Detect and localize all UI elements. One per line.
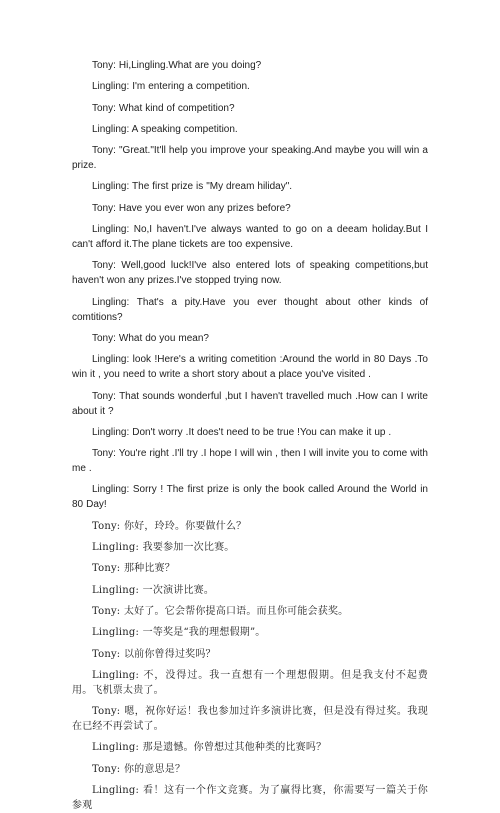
dialogue-line-lingling-no: Lingling: No,I haven't.I've always wanted to go on a deeam holiday.But I can't afford it.The plane tickets are too expensive. [72, 224, 428, 251]
dialogue-line-lingling-pity: Lingling: That's a pity.Have you ever thought about other kinds of comtitions? [72, 296, 428, 323]
dialogue-line-tony-good-luck: Tony: Well,good luck!I've also entered lots of speaking competitions,but haven't won any prizes.I've stopped trying now. [72, 260, 428, 287]
dialogue-line-zh-12: Lingling: 看！这有一个作文竞赛。为了赢得比赛，你需要写一篇关于你参观 [72, 785, 428, 812]
dialogue-line-tony-great: Tony: "Great."It'll help you improve your speaking.And maybe you will win a prize. [72, 145, 428, 172]
dialogue-line-tony-right: Tony: You're right .I'll try .I hope I will win , then I will invite you to come with me . [72, 448, 428, 475]
dialogue-line-tony-wonderful: Tony: That sounds wonderful ,but I haven't travelled much .How can I write about it ? [72, 390, 428, 417]
dialogue-line-zh-2: Lingling: 我要参加一次比赛。 [92, 542, 235, 554]
dialogue-line-zh-1: Tony: 你好，玲玲。你要做什么？ [92, 520, 247, 532]
dialogue-line-zh-5: Tony: 太好了。它会帮你提高口语。而且你可能会获奖。 [92, 605, 349, 617]
dialogue-line-zh-11: Tony: 你的意思是？ [92, 763, 186, 775]
dialogue-line-lingling-look: Lingling: look !Here's a writing cometition :Around the world in 80 Days .To win it , you need to write a short story about a place you've visited . [72, 354, 428, 381]
dialogue-line-zh-4: Lingling: 一次演讲比赛。 [92, 584, 215, 596]
dialogue-line-lingling-first-prize: Lingling: The first prize is "My dream hiliday". [92, 181, 293, 193]
dialogue-line-tony-mean: Tony: What do you mean? [92, 332, 209, 344]
dialogue-line-zh-6: Lingling: 一等奖是“我的理想假期”。 [92, 627, 266, 639]
dialogue-line-lingling-entering: Lingling: I'm entering a competition. [92, 81, 250, 93]
dialogue-line-zh-7: Tony: 以前你曾得过奖吗？ [92, 648, 216, 660]
dialogue-line-lingling-dont-worry: Lingling: Don't worry .It does't need to be true !You can make it up . [92, 426, 392, 438]
dialogue-line-zh-10: Lingling: 那是遗憾。你曾想过其他种类的比赛吗？ [92, 742, 327, 754]
dialogue-line-zh-3: Tony: 那种比赛？ [92, 563, 175, 575]
dialogue-line-tony-won-before: Tony: Have you ever won any prizes before? [92, 202, 291, 214]
dialogue-line-tony-greeting: Tony: Hi,Lingling.What are you doing? [92, 60, 262, 71]
dialogue-line-zh-8: Lingling: 不，没得过。我一直想有一个理想假期。但是我支付不起费用。飞机票太贵了。 [72, 669, 428, 696]
dialogue-line-tony-kind: Tony: What kind of competition? [92, 102, 235, 114]
dialogue-line-lingling-sorry: Lingling: Sorry ! The first prize is only the book called Around the World in 80 Day! [72, 484, 428, 511]
dialogue-line-zh-9: Tony: 嗯，祝你好运！我也参加过许多演讲比赛，但是没有得过奖。我现在已经不再尝试了。 [72, 706, 428, 733]
dialogue-line-lingling-speaking: Lingling: A speaking competition. [92, 123, 238, 135]
